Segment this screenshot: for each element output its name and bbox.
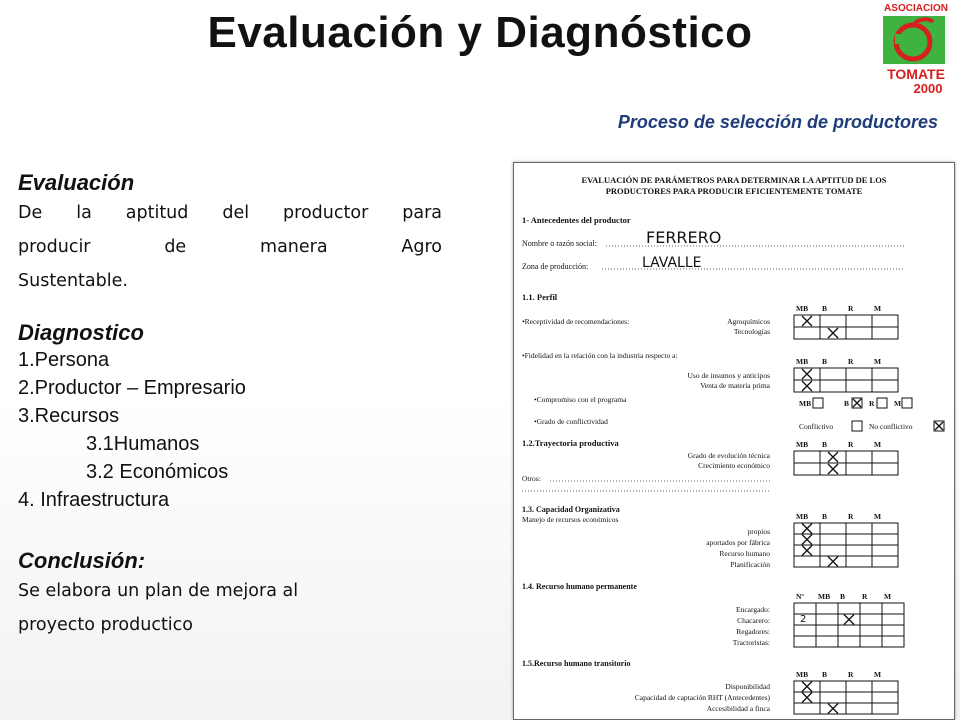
form-chacarero: Chacarero: <box>737 616 770 625</box>
form-nombre-label: Nombre o razón social: <box>522 239 597 248</box>
grid-cell <box>872 380 898 392</box>
grid-column-label: B <box>822 440 828 449</box>
grid-cell <box>816 625 838 636</box>
grid-column-label: MB <box>796 304 809 313</box>
grid-cell <box>872 368 898 380</box>
grid-column-label: B <box>822 670 828 679</box>
check-mark <box>853 399 861 407</box>
evaluation-form-image <box>513 162 955 720</box>
grid-cell <box>820 692 846 703</box>
check-mark <box>828 704 838 714</box>
form-aportados: aportados por fábrica <box>706 538 770 547</box>
form-disponibilidad: Disponibilidad <box>725 682 770 691</box>
grid-cell <box>820 368 846 380</box>
logo-text-top: ASOCIACION <box>884 3 948 14</box>
evaluacion-line: producir de manera Agro <box>18 237 442 257</box>
grid-cell <box>820 534 846 545</box>
form-planificacion: Planificación <box>730 560 770 569</box>
form-fidelidad: •Fidelidad en la relación con la industria respecto a: <box>522 351 678 360</box>
grid-cell <box>846 327 872 339</box>
compromiso-box <box>877 398 887 408</box>
grid-cell <box>794 703 820 714</box>
check-mark <box>802 693 812 703</box>
check-mark <box>828 557 838 567</box>
grid-cell <box>846 703 872 714</box>
grid-column-label: R <box>848 304 854 313</box>
conclusion-line: Se elabora un plan de mejora al <box>18 581 299 601</box>
grid-column-label: MB <box>818 592 831 601</box>
form-zona-value: LAVALLE <box>642 255 702 271</box>
evaluacion-line: De la aptitud del productor para <box>18 203 442 223</box>
form-nombre-value: FERRERO <box>646 228 722 247</box>
check-mark <box>802 369 812 379</box>
grid-cell <box>794 556 820 567</box>
form-no-conflictivo: No conflictivo <box>869 422 913 431</box>
grid-cell <box>820 380 846 392</box>
grid-cell <box>872 315 898 327</box>
list-item: 4. Infraestructura <box>18 489 170 511</box>
grid-cell <box>846 692 872 703</box>
form-section-14: 1.4. Recurso humano permanente <box>522 582 637 591</box>
grid-column-label: B <box>822 304 828 313</box>
grid-column-label: R <box>848 512 854 521</box>
grid-cell <box>846 451 872 463</box>
grid-cell <box>846 380 872 392</box>
grid-cell <box>794 463 820 475</box>
grid-cell <box>872 681 898 692</box>
conflictivo-box <box>852 421 862 431</box>
grid-cell <box>872 692 898 703</box>
grid-cell <box>860 614 882 625</box>
check-mark <box>828 452 838 462</box>
grid-cell <box>816 636 838 647</box>
form-grado: •Grado de conflictividad <box>534 417 608 426</box>
left-column <box>18 170 442 642</box>
grid-cell <box>872 556 898 567</box>
grid-cell <box>794 625 816 636</box>
check-mark <box>802 524 812 534</box>
grid-column-label: MB <box>796 670 809 679</box>
list-item: 1.Persona <box>18 349 110 371</box>
check-mark <box>802 381 812 391</box>
grid-column-label: Nº <box>796 592 804 601</box>
form-accesibilidad: Accesibilidad a finca <box>706 704 770 713</box>
grid-cell <box>872 451 898 463</box>
form-propios: propios <box>747 527 770 536</box>
grid-cell <box>846 534 872 545</box>
grid-cell <box>872 327 898 339</box>
form-conflictivo: Conflictivo <box>799 422 834 431</box>
grid-cell <box>872 463 898 475</box>
grid-cell <box>882 614 904 625</box>
form-regadores: Regadores: <box>736 627 770 636</box>
form-uso-insumos: Uso de insumos y anticipos <box>687 371 770 380</box>
grid-cell <box>816 614 838 625</box>
grid-cell <box>820 545 846 556</box>
grid-cell <box>820 315 846 327</box>
compromiso-label: MB <box>799 399 812 408</box>
form-grado-evol: Grado de evolución técnica <box>687 451 770 460</box>
form-compromiso: •Compromiso con el programa <box>534 395 627 404</box>
grid-cell <box>872 703 898 714</box>
grid-column-label: MB <box>796 357 809 366</box>
grid-cell <box>820 523 846 534</box>
grid-cell <box>882 636 904 647</box>
grid-column-label: R <box>862 592 868 601</box>
grid-column-label: M <box>884 592 892 601</box>
form-venta: Venta de materia prima <box>700 381 770 390</box>
grid-cell <box>794 603 816 614</box>
logo-text-bottom1: TOMATE <box>887 66 945 82</box>
grid-cell <box>794 636 816 647</box>
form-crecimiento: Crecimiento económico <box>698 461 770 470</box>
page-title: Evaluación y Diagnóstico <box>207 8 753 57</box>
form-header-2: PRODUCTORES PARA PRODUCIR EFICIENTEMENTE TOMATE <box>605 186 863 196</box>
form-zona-label: Zona de producción: <box>522 262 589 271</box>
grid-cell <box>838 625 860 636</box>
check-mark <box>802 682 812 692</box>
form-section-11: 1.1. Perfil <box>522 292 558 302</box>
grid-cell <box>872 523 898 534</box>
grid-cell <box>846 463 872 475</box>
grid-cell <box>820 681 846 692</box>
grid-cell <box>846 681 872 692</box>
list-item: 2.Productor – Empresario <box>18 377 246 399</box>
grid-cell <box>882 603 904 614</box>
form-agroquimicos: Agroquímicos <box>727 317 770 326</box>
tomato-logo-icon <box>873 0 959 98</box>
conclusion-heading: Conclusión: <box>18 548 146 573</box>
diagnostico-heading: Diagnostico <box>18 320 144 345</box>
grid-column-label: R <box>848 670 854 679</box>
form-receptividad: •Receptividad de recomendaciones: <box>522 317 630 326</box>
form-header-1: EVALUACIÓN DE PARÁMETROS PARA DETERMINAR LA APTITUD DE LOS <box>581 175 887 185</box>
logo-text-bottom2: 2000 <box>913 81 943 96</box>
chacarero-count: 2 <box>800 614 807 625</box>
grid-column-label: MB <box>796 512 809 521</box>
grid-cell <box>882 625 904 636</box>
check-mark <box>828 328 838 338</box>
grid-column-label: R <box>848 440 854 449</box>
grid-cell <box>816 603 838 614</box>
check-mark <box>935 422 943 430</box>
grid-column-label: M <box>874 440 882 449</box>
form-tractoristas: Tractoristas: <box>732 638 770 647</box>
compromiso-label: R <box>869 399 875 408</box>
form-capacidad: Capacidad de captación RHT (Antecedentes) <box>634 693 770 702</box>
grid-column-label: B <box>822 512 828 521</box>
form-tecnologias: Tecnologías <box>733 327 770 336</box>
form-section-12: 1.2.Trayectoria productiva <box>522 438 619 448</box>
check-mark <box>802 546 812 556</box>
grid-cell <box>846 556 872 567</box>
form-otros: Otros: <box>522 474 541 483</box>
grid-cell <box>846 368 872 380</box>
grid-column-label: B <box>840 592 846 601</box>
compromiso-box <box>813 398 823 408</box>
compromiso-label: B <box>844 399 850 408</box>
grid-cell <box>872 534 898 545</box>
grid-cell <box>860 636 882 647</box>
check-mark <box>844 615 854 625</box>
grid-cell <box>846 523 872 534</box>
conclusion-line: proyecto productico <box>18 615 193 635</box>
check-mark <box>802 535 812 545</box>
grid-cell <box>794 327 820 339</box>
grid-column-label: MB <box>796 440 809 449</box>
list-item: 3.2 Económicos <box>86 461 229 483</box>
compromiso-label: M <box>894 399 902 408</box>
subtitle: Proceso de selección de productores <box>617 112 938 132</box>
form-section-13: 1.3. Capacidad Organizativa <box>522 505 620 514</box>
evaluacion-line: Sustentable. <box>18 271 128 291</box>
form-recurso-humano: Recurso humano <box>719 549 770 558</box>
form-section-1: 1- Antecedentes del productor <box>522 215 631 225</box>
compromiso-box <box>902 398 912 408</box>
check-mark <box>802 316 812 326</box>
list-item: 3.1Humanos <box>86 433 200 455</box>
grid-cell <box>860 625 882 636</box>
form-encargado: Encargado: <box>735 605 770 614</box>
grid-column-label: M <box>874 304 882 313</box>
grid-column-label: M <box>874 357 882 366</box>
form-section-15: 1.5.Recurso humano transitorio <box>522 659 631 668</box>
grid-cell <box>838 603 860 614</box>
grid-cell <box>846 315 872 327</box>
grid-cell <box>794 451 820 463</box>
form-manejo: Manejo de recursos económicos <box>522 515 619 524</box>
diagnostico-list <box>18 346 442 514</box>
evaluacion-heading: Evaluación <box>18 170 135 195</box>
grid-column-label: M <box>874 512 882 521</box>
grid-column-label: B <box>822 357 828 366</box>
grid-cell <box>872 545 898 556</box>
grid-cell <box>846 545 872 556</box>
grid-column-label: M <box>874 670 882 679</box>
grid-cell <box>838 636 860 647</box>
grid-column-label: R <box>848 357 854 366</box>
grid-cell <box>860 603 882 614</box>
list-item: 3.Recursos <box>18 405 120 427</box>
check-mark <box>828 464 838 474</box>
